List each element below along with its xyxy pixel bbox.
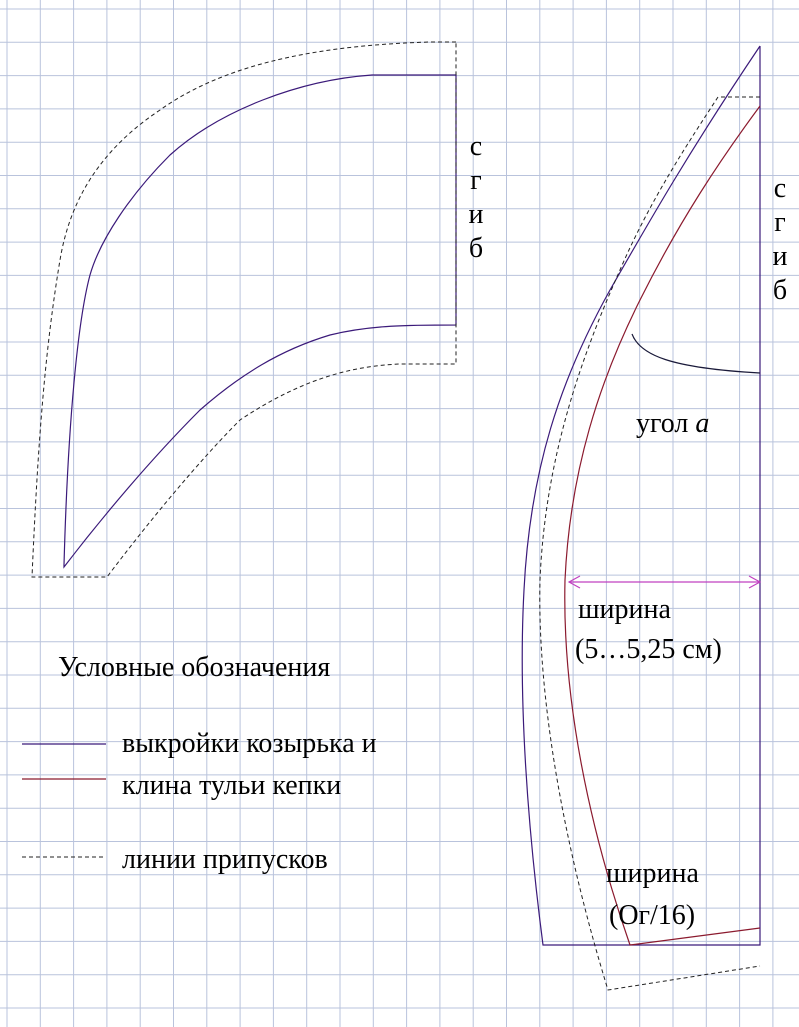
- wedge-fold-label: [768, 172, 792, 308]
- legend-item-visor: выкройки козырька и: [122, 728, 377, 759]
- visor-fold-letter: г: [470, 165, 482, 196]
- visor-fold-letter: б: [468, 233, 484, 264]
- visor-fold-label: [464, 130, 488, 266]
- legend-title: Условные обозначения: [58, 652, 331, 683]
- width-value-2: (Ог/16): [609, 900, 696, 931]
- wedge-pattern: [522, 46, 760, 990]
- angle-label: [636, 410, 709, 438]
- visor-fold-letter: с: [469, 131, 483, 162]
- visor-fold-letter: и: [468, 199, 484, 230]
- visor-outline: [64, 75, 456, 567]
- wedge-outer-visor-line: [522, 46, 760, 945]
- wedge-angle-arc: [632, 334, 760, 373]
- visor-allowance: [32, 42, 456, 577]
- legend-item-wedge: клина тульи кепки: [122, 770, 342, 801]
- legend-item-allowance: линии припусков: [122, 844, 328, 875]
- wedge-fold-letter: г: [774, 207, 786, 238]
- visor-pattern: [32, 42, 456, 577]
- angle-label-variable: a: [695, 408, 710, 439]
- width-label-1: ширина: [578, 594, 671, 625]
- angle-label-text: угол: [636, 408, 696, 439]
- width-label-2: ширина: [606, 858, 699, 889]
- wedge-fold-letter: б: [772, 275, 788, 306]
- wedge-fold-letter: и: [772, 241, 788, 272]
- wedge-allowance: [540, 97, 760, 990]
- wedge-fold-letter: с: [773, 173, 787, 204]
- width-value-1: (5…5,25 см): [575, 634, 722, 665]
- wedge-seam-line: [565, 106, 760, 945]
